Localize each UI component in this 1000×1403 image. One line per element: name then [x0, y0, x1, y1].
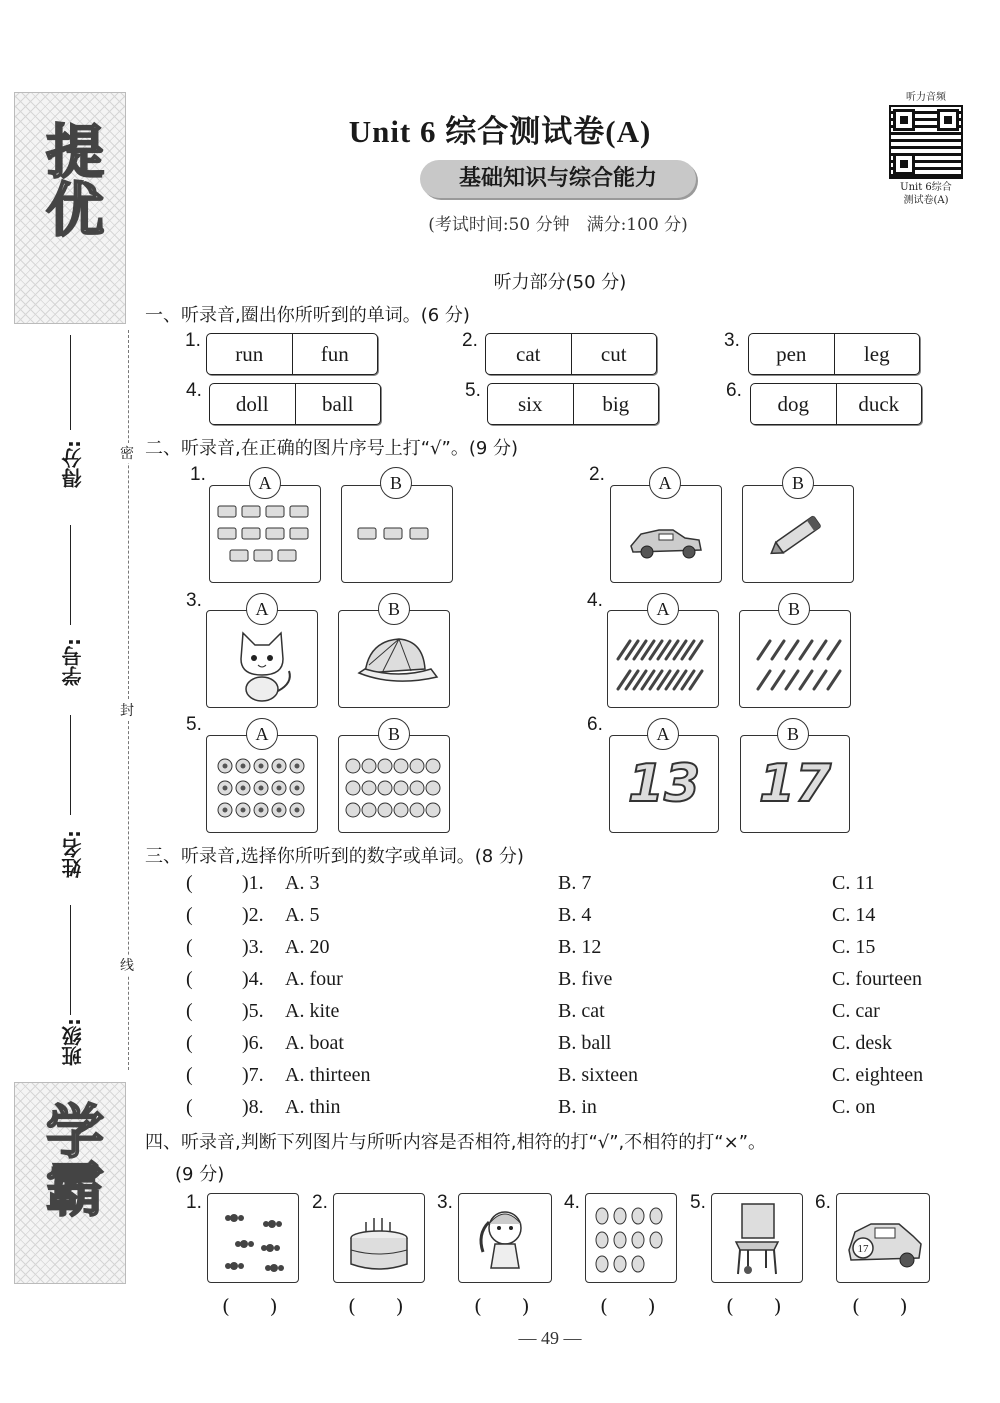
- word-option[interactable]: cut: [571, 334, 657, 374]
- answer-blank[interactable]: ( ): [726, 1294, 782, 1318]
- option-a-circle[interactable]: A: [249, 467, 281, 499]
- option-a: A. 20: [285, 936, 330, 958]
- answer-blank[interactable]: ( ): [474, 1294, 530, 1318]
- chair-icon: [712, 1194, 802, 1282]
- s4-q1-picture: [207, 1193, 299, 1283]
- word-option[interactable]: pen: [776, 342, 807, 366]
- s1-q2-box: [485, 333, 657, 375]
- qr-code-icon[interactable]: [889, 105, 963, 179]
- name-label: 姓名:: [61, 830, 85, 878]
- student-id-line: [70, 525, 71, 625]
- s1-q4-num: 4.: [186, 380, 202, 401]
- option-a: A. 5: [285, 904, 320, 926]
- option-b: B. 4: [558, 904, 592, 926]
- s1-q1-box: [206, 333, 378, 375]
- s1-q3-num: 3.: [724, 330, 740, 351]
- option-c: C. desk: [832, 1032, 892, 1054]
- option-a-circle[interactable]: A: [246, 718, 278, 750]
- option-a: A. thirteen: [285, 1064, 371, 1086]
- toy-car-icon: [611, 486, 721, 582]
- option-c: C. fourteen: [832, 968, 922, 990]
- ant-group-icon: [208, 1194, 298, 1282]
- bottom-decoration: [14, 1082, 126, 1284]
- qr-label-line2: 测试卷(A): [903, 195, 949, 206]
- option-b-circle[interactable]: B: [378, 718, 410, 750]
- score-label: 得分:: [61, 440, 85, 488]
- s4-q1-num: 1.: [186, 1192, 202, 1213]
- s4-q4-num: 4.: [564, 1192, 580, 1213]
- question-number: )2.: [242, 904, 264, 926]
- answer-paren[interactable]: (: [186, 904, 193, 926]
- number-13: 13: [627, 754, 701, 814]
- question-number: )1.: [242, 872, 264, 894]
- question-number: )3.: [242, 936, 264, 958]
- s4-q5-picture: [711, 1193, 803, 1283]
- word-option[interactable]: leg: [834, 334, 920, 374]
- seal-char-feng: 封: [120, 700, 134, 720]
- option-b-circle[interactable]: B: [777, 718, 809, 750]
- toy-car-icon: [837, 1194, 929, 1282]
- cat-icon: [207, 611, 317, 707]
- option-c: C. 15: [832, 936, 876, 958]
- qr-label-line1: Unit 6综合: [900, 182, 952, 193]
- exam-info: (考试时间:50 分钟 满分:100 分): [428, 215, 688, 235]
- option-b: B. 12: [558, 936, 602, 958]
- option-c: C. car: [832, 1000, 880, 1022]
- s2-q6-num: 6.: [587, 714, 603, 735]
- answer-paren[interactable]: (: [186, 1096, 193, 1118]
- score-line: [70, 335, 71, 430]
- option-a-circle[interactable]: A: [647, 718, 679, 750]
- word-option[interactable]: duck: [836, 384, 922, 424]
- s4-q2-num: 2.: [312, 1192, 328, 1213]
- s1-q1-num: 1.: [185, 330, 201, 351]
- qr-block[interactable]: [884, 88, 968, 207]
- option-a: A. thin: [285, 1096, 341, 1118]
- answer-blank[interactable]: ( ): [600, 1294, 656, 1318]
- top-decoration-text: 提优: [36, 121, 104, 237]
- option-a: A. kite: [285, 1000, 340, 1022]
- section4-points: (9 分): [175, 1164, 225, 1185]
- s2-q1-num: 1.: [190, 464, 206, 485]
- question-number: )8.: [242, 1096, 264, 1118]
- flower-group-icon: [207, 736, 317, 832]
- s1-q6-num: 6.: [726, 380, 742, 401]
- answer-paren[interactable]: (: [186, 968, 193, 990]
- option-a-circle[interactable]: A: [647, 593, 679, 625]
- word-option[interactable]: fun: [292, 334, 378, 374]
- s2-q2-picture-b[interactable]: [742, 485, 854, 583]
- eraser-group-icon: [342, 486, 452, 582]
- answer-paren[interactable]: (: [186, 1064, 193, 1086]
- option-b: B. in: [558, 1096, 597, 1118]
- s4-q3-picture: [458, 1193, 552, 1283]
- girl-icon: [459, 1194, 551, 1282]
- s4-q6-picture: [836, 1193, 930, 1283]
- s2-q3-num: 3.: [186, 590, 202, 611]
- s4-q5-num: 5.: [690, 1192, 706, 1213]
- pencil-group-icon: [608, 611, 718, 707]
- question-number: )6.: [242, 1032, 264, 1054]
- option-b: B. cat: [558, 1000, 605, 1022]
- word-option[interactable]: doll: [235, 392, 269, 416]
- option-a-circle[interactable]: A: [246, 593, 278, 625]
- option-a: A. 3: [285, 872, 320, 894]
- answer-paren[interactable]: (: [186, 1032, 193, 1054]
- s2-q5-num: 5.: [186, 714, 202, 735]
- section2-heading: 二、听录音,在正确的图片序号上打“√”。(9 分): [145, 438, 519, 459]
- word-option[interactable]: run: [235, 342, 264, 366]
- crayon-icon: [743, 486, 853, 582]
- option-b: B. sixteen: [558, 1064, 638, 1086]
- option-b-circle[interactable]: B: [378, 593, 410, 625]
- flower-group-icon: [339, 736, 449, 832]
- answer-paren[interactable]: (: [186, 872, 193, 894]
- answer-paren[interactable]: (: [186, 936, 193, 958]
- s1-q6-box: [750, 383, 922, 425]
- s4-q3-num: 3.: [437, 1192, 453, 1213]
- car-number: 17: [857, 1243, 869, 1255]
- option-b: B. 7: [558, 872, 592, 894]
- page-number: — 49 —: [518, 1328, 582, 1348]
- class-label: 班级:: [61, 1018, 85, 1066]
- option-a: A. four: [285, 968, 343, 990]
- option-a: A. boat: [285, 1032, 344, 1054]
- word-option[interactable]: big: [573, 384, 659, 424]
- s2-q2-num: 2.: [589, 464, 605, 485]
- question-number: )4.: [242, 968, 264, 990]
- answer-paren[interactable]: (: [186, 1000, 193, 1022]
- s1-q5-box: [487, 383, 659, 425]
- cap-icon: [339, 611, 449, 707]
- seal-char-xian: 线: [120, 955, 134, 975]
- s1-q4-box: [209, 383, 381, 425]
- s2-q1-picture-b[interactable]: [341, 485, 453, 583]
- name-line: [70, 715, 71, 815]
- s1-q5-num: 5.: [465, 380, 481, 401]
- option-c: C. 14: [832, 904, 876, 926]
- class-line: [70, 905, 71, 1015]
- section4-heading: 四、听录音,判断下列图片与所听内容是否相符,相符的打“√”,不相符的打“×”。: [145, 1132, 767, 1153]
- word-option[interactable]: six: [517, 392, 543, 416]
- eraser-group-icon: [210, 486, 320, 582]
- s2-q4-num: 4.: [587, 590, 603, 611]
- pear-group-icon: [586, 1194, 676, 1282]
- option-b-circle[interactable]: B: [782, 467, 814, 499]
- s1-q2-num: 2.: [462, 330, 478, 351]
- option-b-circle[interactable]: B: [380, 467, 412, 499]
- birthday-cake-icon: [334, 1194, 424, 1282]
- s4-q6-num: 6.: [815, 1192, 831, 1213]
- s4-q2-picture: [333, 1193, 425, 1283]
- answer-blank[interactable]: ( ): [348, 1294, 404, 1318]
- answer-blank[interactable]: ( ): [852, 1294, 908, 1318]
- s2-q1-picture-a[interactable]: [209, 485, 321, 583]
- number-17: 17: [758, 754, 832, 814]
- option-c: C. on: [832, 1096, 876, 1118]
- page-title: Unit 6 综合测试卷(A): [348, 114, 652, 149]
- answer-blank[interactable]: ( ): [222, 1294, 278, 1318]
- question-number: )7.: [242, 1064, 264, 1086]
- word-option[interactable]: ball: [295, 384, 381, 424]
- section-banner: 基础知识与综合能力: [420, 160, 696, 198]
- question-number: )5.: [242, 1000, 264, 1022]
- word-option[interactable]: cat: [516, 342, 541, 366]
- option-c: C. 11: [832, 872, 875, 894]
- student-id-label: 学号:: [61, 638, 85, 686]
- section3-heading: 三、听录音,选择你所听到的数字或单词。(8 分): [145, 846, 524, 867]
- s2-q2-picture-a[interactable]: [610, 485, 722, 583]
- option-b: B. ball: [558, 1032, 612, 1054]
- qr-caption: 听力音频: [906, 92, 946, 103]
- section1-heading: 一、听录音,圈出你所听到的单词。(6 分): [145, 305, 470, 326]
- option-a-circle[interactable]: A: [649, 467, 681, 499]
- option-b-circle[interactable]: B: [778, 593, 810, 625]
- seal-char-mi: 密: [120, 443, 134, 463]
- word-option[interactable]: dog: [777, 392, 809, 416]
- pencil-group-icon: [740, 611, 850, 707]
- listening-heading: 听力部分(50 分): [493, 272, 627, 293]
- option-b: B. five: [558, 968, 613, 990]
- bottom-decoration-text: 学霸: [36, 1101, 104, 1217]
- s4-q4-picture: [585, 1193, 677, 1283]
- s1-q3-box: [748, 333, 920, 375]
- option-c: C. eighteen: [832, 1064, 924, 1086]
